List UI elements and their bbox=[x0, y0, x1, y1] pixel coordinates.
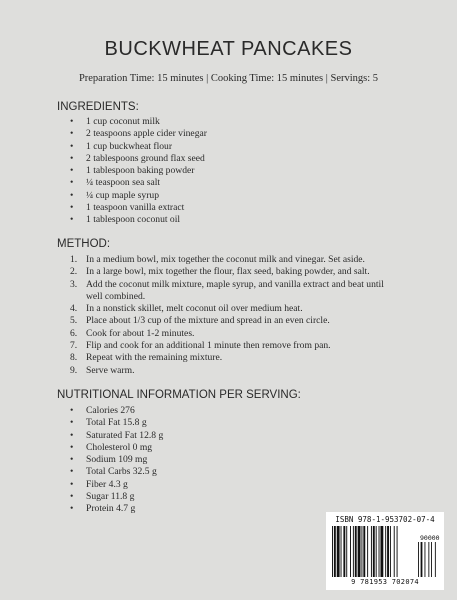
nutrition-item: • Total Fat 15.8 g bbox=[70, 417, 147, 429]
method-step: 2. In a large bowl, mix together the flour, flax seed, baking powder, and salt. bbox=[70, 266, 370, 278]
nutrition-item: • Sugar 11.8 g bbox=[70, 491, 135, 503]
nutrition-item: • Saturated Fat 12.8 g bbox=[70, 429, 164, 441]
nutrition-item: • Fiber 4.3 g bbox=[70, 478, 128, 490]
nutrition-item: • Calories 276 bbox=[70, 405, 135, 416]
method-heading: METHOD: bbox=[57, 238, 111, 250]
method-step: 4. In a nonstick skillet, melt coconut oil over medium heat. bbox=[70, 303, 303, 315]
method-step: 7. Flip and cook for an additional 1 minute then remove from pan. bbox=[70, 340, 331, 352]
nutrition-item: • Cholesterol 0 mg bbox=[70, 441, 153, 453]
method-step: 9. Serve warm. bbox=[70, 364, 135, 376]
ingredient-item: • ¼ cup maple syrup bbox=[70, 189, 160, 201]
ingredients-heading: INGREDIENTS: bbox=[57, 101, 139, 113]
isbn-barcode bbox=[326, 512, 444, 590]
method-step: 6. Cook for about 1-2 minutes. bbox=[70, 327, 195, 339]
ingredient-item: • 2 teaspoons apple cider vinegar bbox=[70, 128, 207, 140]
recipe-meta: Preparation Time: 15 minutes | Cooking Time: 15 minutes | Servings: 5 bbox=[78, 73, 379, 84]
nutrition-item: • Protein 4.7 g bbox=[70, 503, 136, 515]
method-steps bbox=[70, 254, 400, 377]
page-title: BUCKWHEAT PANCAKES bbox=[104, 38, 353, 60]
ingredient-item: • 1 tablespoon baking powder bbox=[70, 165, 195, 177]
nutrition-heading: NUTRITIONAL INFORMATION PER SERVING: bbox=[57, 389, 301, 401]
ean-digits: 9 781953 702074 bbox=[351, 578, 419, 586]
ingredient-item: • 1 cup buckwheat flour bbox=[70, 140, 173, 152]
ingredient-item: • 1 tablespoon coconut oil bbox=[70, 214, 181, 226]
isbn-text: ISBN 978-1-953702-07-4 bbox=[335, 515, 435, 524]
method-step: 8. Repeat with the remaining mixture. bbox=[70, 352, 223, 364]
ingredient-item: • 2 tablespoons ground flax seed bbox=[70, 152, 205, 164]
ingredient-item: • 1 cup coconut milk bbox=[70, 116, 160, 127]
nutrition-list bbox=[70, 405, 163, 516]
method-step: 5. Place about 1/3 cup of the mixture and spread in an even circle. bbox=[70, 315, 330, 327]
nutrition-item: • Sodium 109 mg bbox=[70, 454, 148, 466]
price-code: 90000 bbox=[420, 534, 440, 542]
method-step: 1. In a medium bowl, mix together the coconut milk and vinegar. Set aside. bbox=[70, 254, 365, 265]
ingredient-item: • 1 teaspoon vanilla extract bbox=[70, 202, 185, 214]
ingredient-item: • ¼ teaspoon sea salt bbox=[70, 177, 161, 189]
ingredients-list bbox=[70, 116, 207, 227]
nutrition-item: • Total Carbs 32.5 g bbox=[70, 466, 157, 478]
method-step: 3. Add the coconut milk mixture, maple syrup, and vanilla extract and beat until well combined. bbox=[70, 278, 384, 302]
